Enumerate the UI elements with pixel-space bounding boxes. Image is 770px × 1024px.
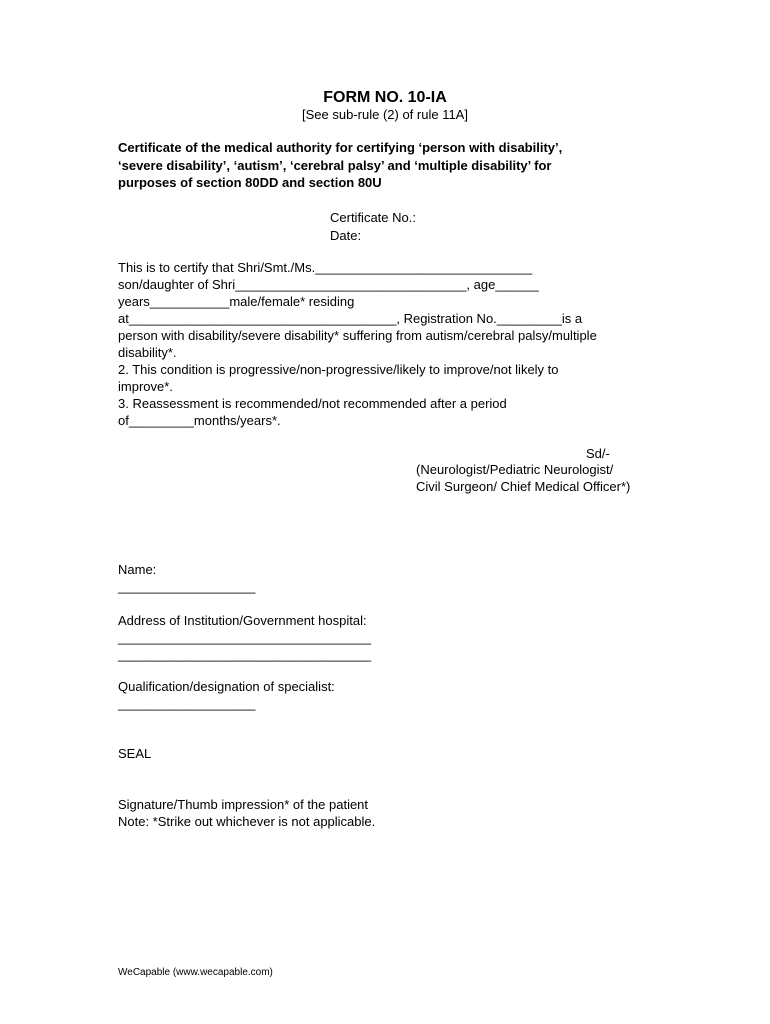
certificate-number-block	[330, 209, 416, 244]
body-line: at_____________________________________, Registration No._________is a	[118, 311, 583, 326]
date-label: Date:	[330, 227, 362, 243]
heading-line: ‘severe disability’, ‘autism’, ‘cerebral palsy’ and ‘multiple disability’ for	[118, 157, 552, 173]
patient-signature-label: Signature/Thumb impression* of the patient	[118, 797, 369, 812]
body-line: person with disability/severe disability* suffering from autism/cerebral palsy/multiple	[118, 328, 597, 343]
address-blank: ___________________________________	[118, 630, 372, 645]
strike-out-note: Note: *Strike out whichever is not applicable.	[118, 814, 376, 829]
body-line: 2. This condition is progressive/non-progressive/likely to improve/not likely to	[118, 362, 559, 377]
form-subtitle: [See sub-rule (2) of rule 11A]	[302, 107, 468, 122]
address-label: Address of Institution/Government hospital:	[118, 613, 367, 628]
certificate-heading	[118, 139, 678, 192]
authority-designation	[416, 461, 630, 495]
qualification-blank: ___________________	[118, 696, 256, 711]
form-title: FORM NO. 10-IA	[323, 89, 447, 106]
seal-label: SEAL	[118, 746, 152, 761]
address-blank: ___________________________________	[118, 647, 372, 662]
body-line: 3. Reassessment is recommended/not recommended after a period	[118, 396, 507, 411]
qualification-label: Qualification/designation of specialist:	[118, 679, 335, 694]
certificate-body	[118, 259, 678, 429]
certificate-no-label: Certificate No.:	[330, 210, 416, 225]
body-line: of_________months/years*.	[118, 413, 281, 428]
body-line: years___________male/female* residing	[118, 294, 355, 309]
qualification-field	[118, 678, 335, 712]
heading-line: Certificate of the medical authority for certifying ‘person with disability’,	[118, 140, 563, 155]
footer-credit: WeCapable (www.wecapable.com)	[118, 967, 273, 978]
patient-signature-block	[118, 796, 375, 830]
body-line: improve*.	[118, 379, 173, 394]
authority-line: (Neurologist/Pediatric Neurologist/	[416, 462, 614, 477]
signed-mark: Sd/-	[586, 446, 610, 461]
name-label: Name:	[118, 562, 157, 577]
name-blank: ___________________	[118, 579, 256, 594]
address-field	[118, 612, 371, 663]
body-line: disability*.	[118, 345, 177, 360]
body-line: son/daughter of Shri________________________________, age______	[118, 277, 539, 292]
body-line: This is to certify that Shri/Smt./Ms.______________________________	[118, 260, 533, 275]
heading-line: purposes of section 80DD and section 80U	[118, 175, 382, 190]
name-field	[118, 561, 255, 595]
authority-line: Civil Surgeon/ Chief Medical Officer*)	[416, 479, 631, 494]
